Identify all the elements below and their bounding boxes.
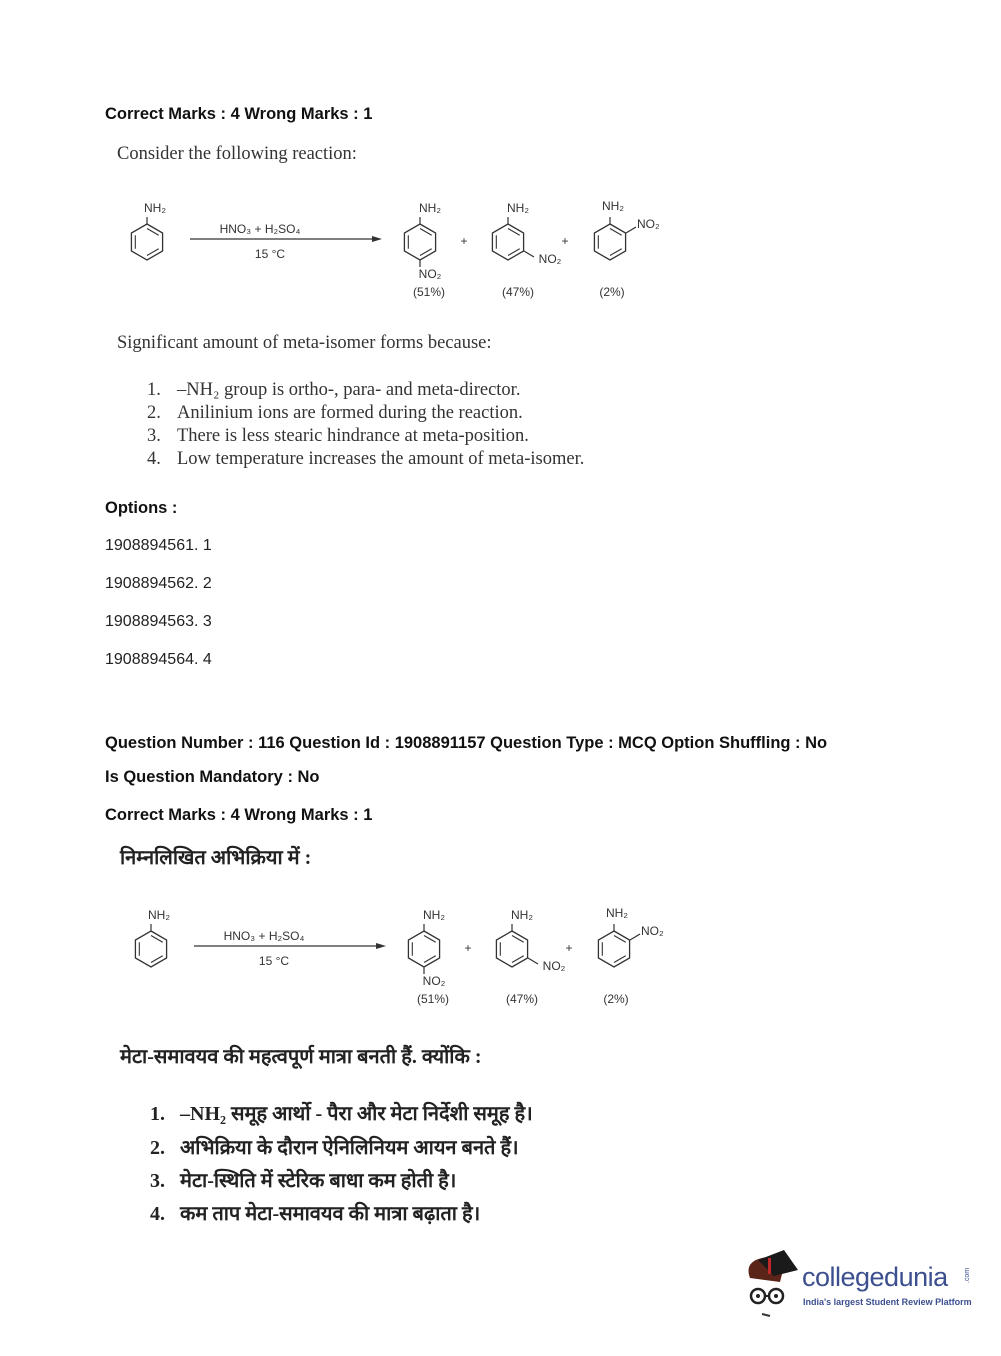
nh2-label: NH₂ (602, 199, 624, 213)
reagent-label: HNO₃ + H₂SO₄ (219, 222, 301, 236)
statement-3: 3. मेटा-स्थिति में स्टेरिक बाधा कम होती है। (150, 1170, 457, 1192)
benzene-ring (408, 931, 439, 967)
para-yield: (51%) (416, 992, 450, 1006)
no2-label: NO₂ (422, 974, 446, 988)
statement-4: 4. Low temperature increases the amount of meta-isomer. (147, 449, 585, 469)
nh2-label: NH₂ (606, 906, 628, 920)
correct-marks-line: Correct Marks : 4 Wrong Marks : 1 (105, 105, 373, 123)
nh2-label: NH₂ (507, 201, 529, 215)
statement-2: 2. Anilinium ions are formed during the reaction. (147, 403, 523, 423)
correct-marks-line: Correct Marks : 4 Wrong Marks : 1 (105, 806, 373, 824)
nh2-label: NH₂ (419, 201, 441, 215)
temperature-label: 15 °C (254, 247, 286, 261)
collegedunia-logo (740, 1248, 970, 1320)
no2-label: NO₂ (641, 924, 664, 938)
nh2-label: NH₂ (423, 908, 445, 922)
reagent-label: HNO₃ + H₂SO₄ (223, 929, 305, 943)
mascot-icon (740, 1248, 802, 1318)
nh2-label: NH₂ (144, 201, 166, 215)
reaction-scheme (110, 190, 690, 310)
statement-1: 1. –NH₂ group is ortho-, para- and meta-director. (147, 380, 521, 400)
plus-sign: + (464, 941, 472, 955)
statement-4: 4. कम ताप मेटा-समावयव की मात्रा बढ़ाता है। (150, 1203, 481, 1225)
no2-label: NO₂ (538, 252, 562, 266)
logo-name: collegedunia (802, 1262, 948, 1292)
benzene-ring (404, 224, 435, 260)
nh2-label: NH₂ (511, 908, 533, 922)
bond (524, 251, 534, 257)
ortho-yield: (2%) (603, 992, 629, 1006)
question-intro: Consider the following reaction: (117, 144, 357, 164)
question-stem: Significant amount of meta-isomer forms because: (117, 333, 492, 353)
reaction-scheme-hindi (114, 897, 694, 1017)
bond (626, 227, 636, 233)
option-2: 1908894562. 2 (105, 575, 212, 592)
plus-sign: + (561, 234, 569, 248)
nh2-label: NH₂ (148, 908, 170, 922)
arrowhead-icon (376, 943, 386, 949)
option-3: 1908894563. 3 (105, 613, 212, 630)
options-label: Options : (105, 499, 178, 517)
benzene-ring (492, 224, 523, 260)
plus-sign: + (565, 941, 573, 955)
arrowhead-icon (372, 236, 382, 242)
no2-label: NO₂ (418, 267, 442, 281)
plus-sign: + (460, 234, 468, 248)
benzene-ring (598, 931, 629, 967)
benzene-ring (131, 224, 162, 260)
no2-label: NO₂ (542, 959, 566, 973)
meta-yield: (47%) (505, 992, 539, 1006)
bond (528, 958, 538, 964)
statement-2: 2. अभिक्रिया के दौरान ऐनिलिनियम आयन बनते हैं। (150, 1137, 519, 1159)
logo-suffix: .com (964, 1267, 972, 1284)
temperature-label: 15 °C (258, 954, 290, 968)
logo-tagline: India's largest Student Review Platform (803, 1297, 972, 1307)
option-1: 1908894561. 1 (105, 537, 212, 554)
benzene-ring (135, 931, 166, 967)
question-intro-hindi: निम्नलिखित अभिक्रिया में : (120, 847, 312, 869)
statement-1: 1. –NH₂ समूह आर्थो - पैरा और मेटा निर्देशी समूह है। (150, 1103, 533, 1125)
meta-yield: (47%) (501, 285, 535, 299)
bond (630, 934, 640, 940)
para-yield: (51%) (412, 285, 446, 299)
benzene-ring (496, 931, 527, 967)
question-stem-hindi: मेटा-समावयव की महत्वपूर्ण मात्रा बनती हैं. क्योंकि : (120, 1046, 482, 1068)
no2-label: NO₂ (637, 217, 660, 231)
question-mandatory: Is Question Mandatory : No (105, 768, 320, 786)
benzene-ring (594, 224, 625, 260)
statement-3: 3. There is less stearic hindrance at meta-position. (147, 426, 529, 446)
option-4: 1908894564. 4 (105, 651, 212, 668)
ortho-yield: (2%) (599, 285, 625, 299)
question-header: Question Number : 116 Question Id : 1908891157 Question Type : MCQ Option Shuffling : No (105, 734, 828, 752)
